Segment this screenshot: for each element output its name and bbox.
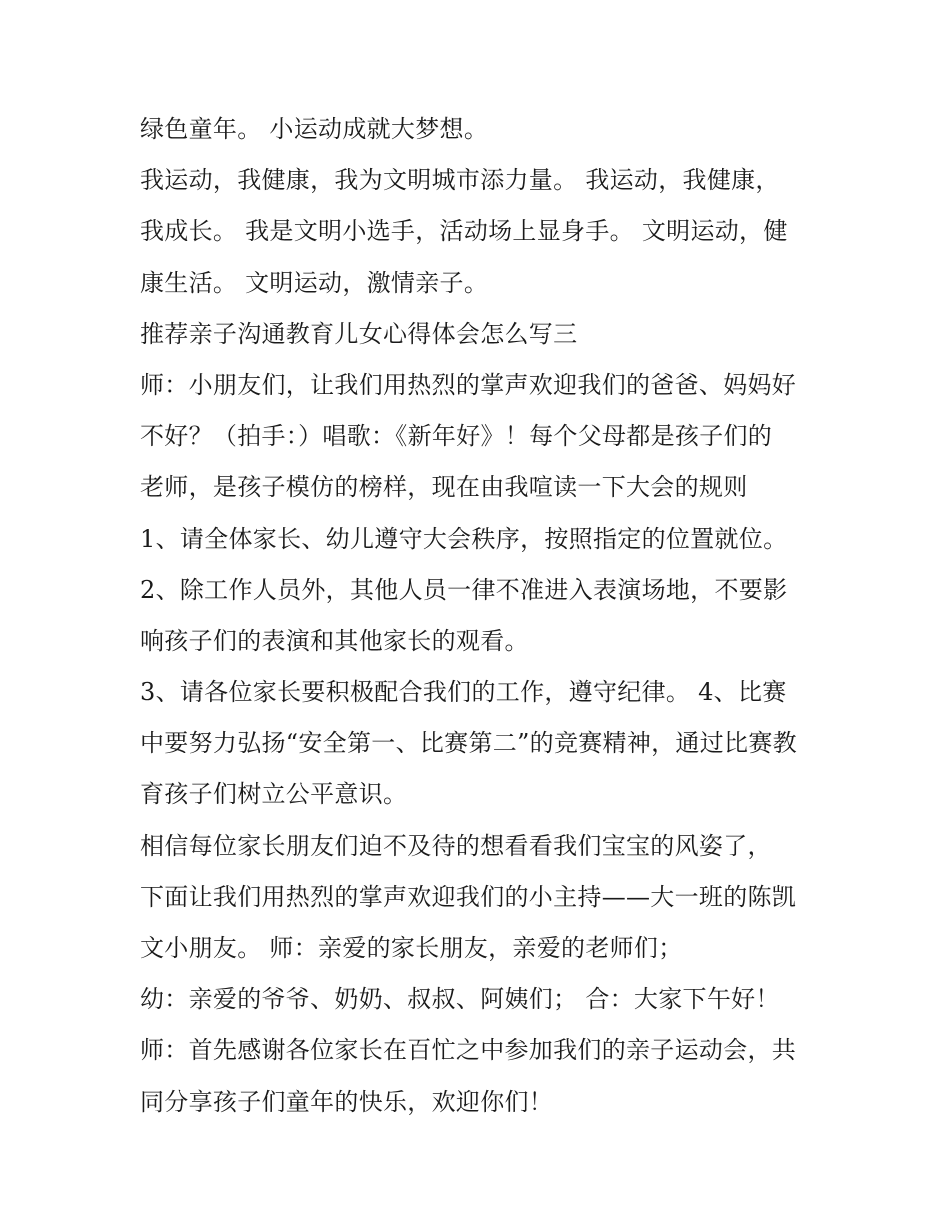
section-heading: 推荐亲子沟通教育儿女心得体会怎么写三 <box>140 319 578 348</box>
text-line: 同分享孩子们童年的快乐，欢迎你们！ <box>140 1087 554 1116</box>
text-line: 老师，是孩子模仿的榜样，现在由我喧读一下大会的规则 <box>140 473 748 502</box>
text-line: 我成长。 我是文明小选手，活动场上显身手。 文明运动，健 <box>140 217 788 246</box>
text-line: 响孩子们的表演和其他家长的观看。 <box>140 626 529 655</box>
text-line: 相信每位家长朋友们迫不及待的想看看我们宝宝的风姿了， <box>140 831 772 860</box>
rule-item-2: 2、除工作人员外，其他人员一律不准进入表演场地，不要影 <box>140 575 788 604</box>
document-body <box>140 104 820 1128</box>
text-line: 下面让我们用热烈的掌声欢迎我们的小主持——大一班的陈凯 <box>140 882 797 911</box>
text-line: 育孩子们树立公平意识。 <box>140 780 408 809</box>
text-line: 康生活。 文明运动，激情亲子。 <box>140 268 489 297</box>
text-line: 不好？（拍手：）唱歌：《新年好》！每个父母都是孩子们的 <box>140 422 773 451</box>
text-line: 绿色童年。 小运动成就大梦想。 <box>140 115 489 143</box>
text-line: 幼：亲爱的爷爷、奶奶、叔叔、阿姨们； 合：大家下午好！ <box>140 985 780 1014</box>
text-line: 我运动，我健康，我为文明城市添力量。 我运动，我健康， <box>140 166 780 195</box>
text-line: 师：小朋友们，让我们用热烈的掌声欢迎我们的爸爸、妈妈好 <box>140 370 797 399</box>
text-line: 中要努力弘扬“安全第一、比赛第二”的竞赛精神，通过比赛教 <box>140 729 797 758</box>
rule-item-1: 1、请全体家长、幼儿遵守大会秩序，按照指定的位置就位。 <box>140 524 788 553</box>
rule-item-3: 3、请各位家长要积极配合我们的工作，遵守纪律。 4、比赛 <box>140 678 787 707</box>
text-line: 文小朋友。 师：亲爱的家长朋友，亲爱的老师们； <box>140 934 683 962</box>
text-line: 师：首先感谢各位家长在百忙之中参加我们的亲子运动会，共 <box>140 1036 797 1065</box>
